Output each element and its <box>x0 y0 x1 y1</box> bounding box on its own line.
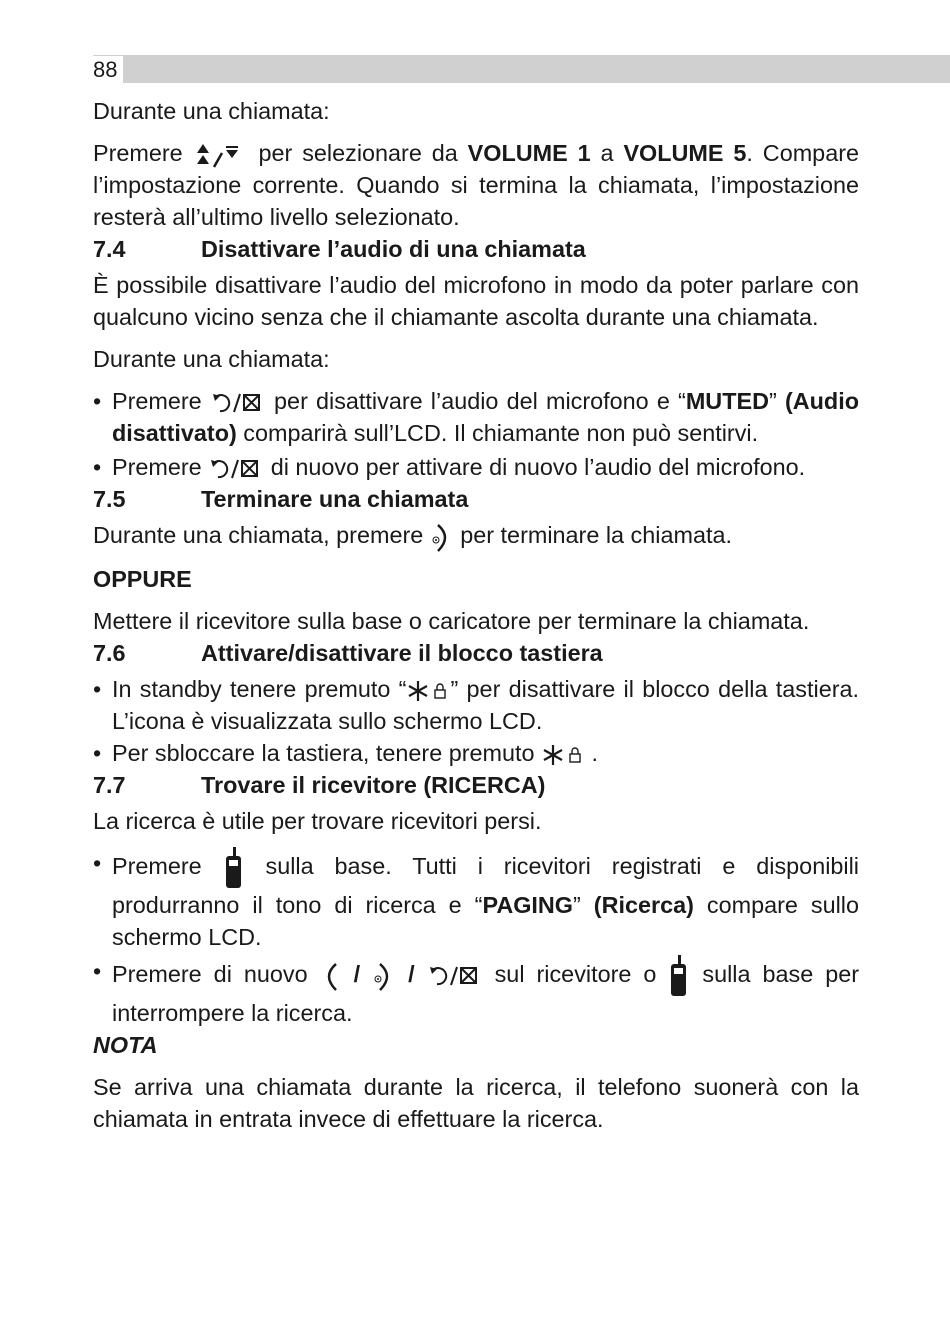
volume-1-label: VOLUME 1 <box>467 140 591 166</box>
end-call-icon <box>372 960 396 992</box>
s74-paragraph-1: È possibile disattivare l’audio del microfono in modo da poter parlare con qualcuno vicino senza che il chiamante ascolta durante una chiamata. <box>93 272 859 330</box>
section-number: 7.6 <box>93 639 126 666</box>
page-number: 88 <box>93 56 123 84</box>
mute-icon <box>208 457 264 481</box>
text: compare sullo schermo LCD. <box>112 891 859 950</box>
muted-label: MUTED <box>685 388 769 414</box>
text: Premere <box>93 140 183 166</box>
end-call-icon <box>430 521 454 553</box>
text: a <box>590 140 624 166</box>
text: Premere di nuovo <box>112 961 320 987</box>
section-7-5-title <box>93 483 859 515</box>
intro-volume-paragraph <box>93 137 859 233</box>
section-title: Disattivare l’audio di una chiamata <box>201 236 586 262</box>
text: ” <box>768 388 785 414</box>
volume-up-down-icon <box>193 141 249 169</box>
text: Premere <box>112 388 210 414</box>
talk-call-icon <box>320 960 342 992</box>
s74-list <box>93 385 859 483</box>
header-bar <box>93 55 950 83</box>
page-handset-icon <box>223 847 245 889</box>
text: . <box>585 739 599 766</box>
mute-icon <box>210 391 266 415</box>
text: sul ricevitore o <box>494 961 669 987</box>
text: ” per disattivare il blocco della tastiera. L’icona è visualizzata sullo schermo LCD. <box>112 675 859 734</box>
star-keylock-icon <box>541 743 585 767</box>
ricerca-label: (Ricerca) <box>593 891 694 918</box>
text: sulla base. Tutti i ricevitori registrati e disponibili produrranno il tono di ricerca e “ <box>112 853 859 918</box>
list-item <box>93 385 859 449</box>
mute-icon <box>427 964 483 988</box>
section-title: Attivare/disattivare il blocco tastiera <box>201 639 603 666</box>
text: OPPURE <box>93 565 192 592</box>
text: per selezionare da <box>258 140 468 166</box>
section-7-4-title <box>93 233 859 265</box>
text: ” <box>573 891 594 918</box>
text: comparirà sull’LCD. Il chiamante non può sentirvi. <box>236 420 759 446</box>
s74-paragraph-2: Durante una chiamata: <box>93 346 330 372</box>
star-keylock-icon <box>406 679 450 703</box>
intro-during-call: Durante una chiamata: <box>93 98 330 124</box>
s76-list <box>93 673 859 769</box>
text: Durante una chiamata, premere <box>93 522 430 548</box>
page-content <box>93 95 859 1135</box>
oppure-label <box>93 563 859 595</box>
text: NOTA <box>93 1031 158 1058</box>
section-title: Terminare una chiamata <box>201 486 469 512</box>
s77-paragraph-2: Se arriva una chiamata durante la ricerca, il telefono suonerà con la chiamata in entrata invece di effettuare la ricerca. <box>93 1073 859 1132</box>
list-item <box>93 451 859 483</box>
paging-label: PAGING <box>482 891 574 918</box>
list-item <box>93 847 859 953</box>
text: di nuovo per attivare di nuovo l’audio del microfono. <box>270 454 806 480</box>
page-handset-icon <box>668 955 690 997</box>
text: per disattivare l’audio del microfono e “ <box>274 388 686 414</box>
text: . Compare l’impostazione corrente. Quando si termina la chiamata, l’impostazione resterà all’ultimo livello selezionato. <box>93 140 860 230</box>
text: sulla base per interrompere la ricerca. <box>112 961 860 1026</box>
separator: / <box>341 961 373 987</box>
list-item <box>93 737 859 769</box>
audio-disattivato-label: (Audio disattivato) <box>112 388 859 446</box>
list-item <box>93 955 859 1029</box>
volume-5-label: VOLUME 5 <box>623 140 747 166</box>
text: Per sbloccare la tastiera, tenere premuto <box>112 739 542 766</box>
s75-paragraph-2: Mettere il ricevitore sulla base o caricatore per terminare la chiamata. <box>93 607 810 634</box>
section-number: 7.5 <box>93 486 126 512</box>
s77-list <box>93 847 859 1029</box>
list-item <box>93 673 859 737</box>
text: Premere <box>112 454 209 480</box>
text: per terminare la chiamata. <box>460 522 732 548</box>
section-number: 7.4 <box>93 236 126 262</box>
section-7-7-title <box>93 769 859 801</box>
nota-label <box>93 1029 859 1061</box>
section-number: 7.7 <box>93 771 126 798</box>
separator: / <box>396 961 427 987</box>
section-title: Trovare il ricevitore (RICERCA) <box>201 771 546 798</box>
s77-paragraph-1: La ricerca è utile per trovare ricevitori persi. <box>93 807 542 834</box>
section-7-6-title <box>93 637 859 669</box>
text: Premere <box>112 853 223 879</box>
text: In standby tenere premuto “ <box>112 675 407 702</box>
s75-paragraph-1 <box>93 519 859 553</box>
